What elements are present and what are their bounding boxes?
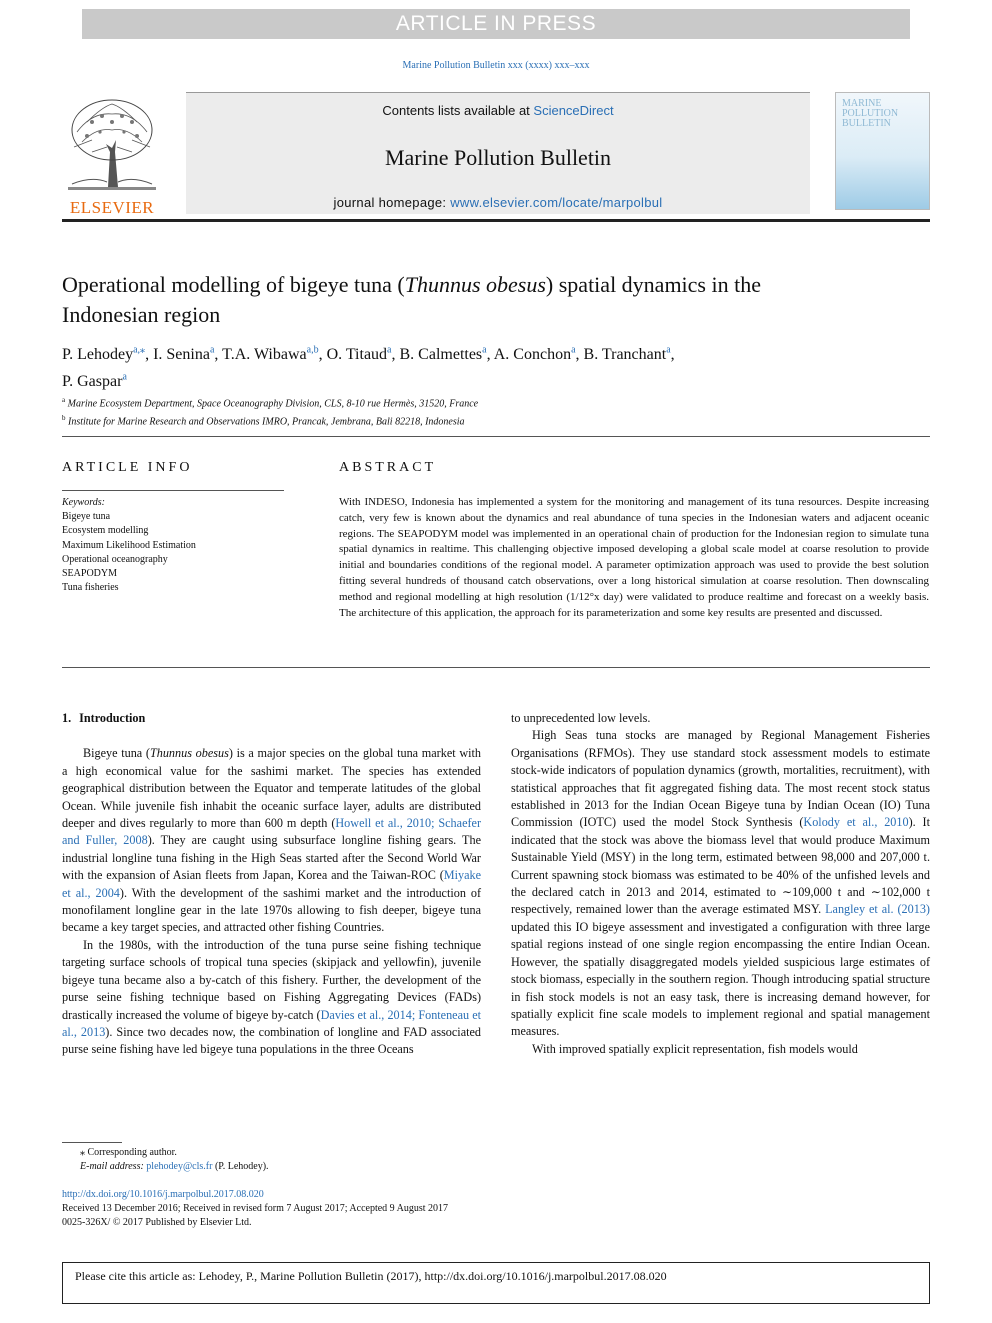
keyword: Tuna fisheries <box>62 582 119 594</box>
author: B. Tranchant$^a$, <box>583 345 675 364</box>
citation-box <box>62 1262 930 1304</box>
footnote-divider <box>62 1142 122 1143</box>
author-list <box>62 340 862 393</box>
corresponding-author-note: ⁎ Corresponding author. <box>80 1147 177 1158</box>
author: O. Titaud$^a$, <box>326 345 400 364</box>
body-column-right <box>511 710 930 1058</box>
author-affiliation-link[interactable]: a <box>666 345 671 356</box>
citation-link[interactable]: Langley et al. (2013) <box>825 902 930 917</box>
copyright-line: 0025-326X/ © 2017 Published by Elsevier Ltd. <box>62 1217 252 1228</box>
divider <box>62 436 930 437</box>
affiliation-b: $^b$ Institute for Marine Research and Observations IMRO, Prancak, Jembrana, Bali 82218, Indonesia <box>62 414 465 428</box>
citation-link[interactable]: Kolody et al., 2010 <box>803 815 909 830</box>
elsevier-tree-logo <box>62 92 162 217</box>
author: T.A. Wibawa$^{a,b}$, <box>222 345 327 364</box>
footnotes <box>80 1146 580 1174</box>
article-info-heading: ARTICLE INFO <box>62 460 193 475</box>
citation-link[interactable]: Howell et al., 2010; Schaefer and Fuller, 2008 <box>62 816 481 848</box>
citation-link[interactable]: Davies et al., 2014; Fonteneau et al., 2013 <box>62 1007 481 1039</box>
contents-prefix: Contents lists available at <box>382 103 534 118</box>
contents-lists-line <box>186 103 810 118</box>
keyword: Operational oceanography <box>62 553 168 565</box>
paragraph: Bigeye tuna (Thunnus obesus) is a major species on the global tuna market with a high economical value for the sashimi market. The species has extended geographical distribution between the Equator and temperate latitudes of the global Ocean. While juvenile fish inhabit the oceanic surface layer, adults are distributed deeper and dives regularly to more than 600 m depth (Howell et al., 2010; Schaefer and Fuller, 2008). They are caught using subsurface longline fishing gears. The industrial longline tuna fishing in the High Seas started after the Second World War with the expansion of Asian fleets from Japan, Korea and the Taiwan-ROC (Miyake et al., 2004). With the development of the sashimi market and the introduction of monofilament longline gear in the late 1970s allowing to fish deeper, bigeye tuna became a key target species, and attracted other fishing Countries. <box>62 746 481 935</box>
journal-homepage-line <box>186 195 810 210</box>
homepage-prefix: journal homepage: <box>333 195 451 210</box>
keywords-divider <box>62 490 284 491</box>
citation-text: Please cite this article as: Lehodey, P., Marine Pollution Bulletin (2017), http://dx.doi.org/10.1016/j.marpolbul.2017.08.020 <box>75 1269 667 1283</box>
author-affiliation-link[interactable]: a <box>482 345 487 356</box>
publication-info <box>62 1188 662 1230</box>
header-divider <box>62 219 930 222</box>
cover-title: MARINE POLLUTION BULLETIN <box>842 98 899 129</box>
title-part-1: Operational modelling of bigeye tuna ( <box>62 272 405 297</box>
author-affiliation-link[interactable]: a,b <box>306 345 319 356</box>
sciencedirect-link[interactable]: ScienceDirect <box>533 103 614 118</box>
homepage-link[interactable]: www.elsevier.com/locate/marpolbul <box>450 195 663 210</box>
keyword: Bigeye tuna <box>62 511 111 523</box>
author: I. Senina$^a$, <box>153 345 223 364</box>
author: P. Gaspar$^a$ <box>62 371 127 390</box>
paragraph: With improved spatially explicit representation, fish models would <box>532 1041 858 1056</box>
elsevier-wordmark: ELSEVIER <box>69 198 155 217</box>
abstract-heading: ABSTRACT <box>339 460 437 475</box>
journal-header <box>62 90 930 224</box>
author-affiliation-link[interactable]: a <box>571 345 576 356</box>
received-dates: Received 13 December 2016; Received in revised form 7 August 2017; Accepted 9 August 2017 <box>62 1203 449 1214</box>
journal-reference-link[interactable]: Marine Pollution Bulletin xxx (xxxx) xxx–xxx <box>402 60 590 71</box>
paragraph-continuation: to unprecedented low levels. <box>511 711 651 725</box>
keywords-label: Keywords: <box>62 497 105 508</box>
keywords-list <box>62 496 284 595</box>
email-note: E-mail address: plehodey@cls.fr (P. Lehodey). <box>80 1161 269 1172</box>
author-affiliation-link[interactable]: a <box>122 371 127 383</box>
paragraph: In the 1980s, with the introduction of the tuna purse seine fishing technique targeting surface schools of tropical tuna species (skipjack and yellowfin), juvenile bigeye tuna became also a by-catch of this fishery. Further, the development of the purse seine fishing technique based on Fishing Aggregating Devices (FADs) drastically increased the volume of bigeye by-catch (Davies et al., 2014; Fonteneau et al., 2013). Since two decades now, the combination of longline and FAD associated purse seine fishing have led bigeye tuna populations in the three Oceans <box>62 937 481 1057</box>
journal-cover-thumbnail[interactable] <box>835 92 930 210</box>
author-email-link[interactable]: plehodey@cls.fr <box>146 1161 213 1172</box>
doi-link[interactable]: http://dx.doi.org/10.1016/j.marpolbul.2017.08.020 <box>62 1189 264 1200</box>
abstract-text: With INDESO, Indonesia has implemented a system for the monitoring and management of its tuna resources. Despite increasing catch, very few is known about the dynamics and real abundance of tuna species in the Indonesian waters and adjacent oceanic regions. The SEAPODYM model was implemented in an operational chain of production for the Indonesian region to simulate tuna spatial dynamics in realtime. This challenging objective imposed developing a global scale model at coarse resolution to provide initial and boundaries conditions of the regional model. A parameter optimization approach was used to provide the best solution fitting several hundreds of thousand catch observations, over a long historical simulation at coarse resolution. Then downscaling method and regional modelling at high resolution (1/12°x day) were validated to produce realtime and forecast on a weekly basis. The architecture of this application, the approach for its parameterization and some key results are presented and discussed. <box>339 496 929 619</box>
citation-link[interactable]: Miyake et al., 2004 <box>62 868 481 900</box>
keyword: Maximum Likelihood Estimation <box>62 539 196 551</box>
affiliations <box>62 393 862 430</box>
keyword: Ecosystem modelling <box>62 525 149 537</box>
author-affiliation-link[interactable]: a <box>209 345 215 356</box>
section-heading-introduction: 1. Introduction <box>62 711 146 725</box>
journal-title: Marine Pollution Bulletin <box>384 145 612 170</box>
affiliation-a: $^a$ Marine Ecosystem Department, Space Oceanography Division, CLS, 8-10 rue Hermès, 31520, France <box>62 396 479 410</box>
author-affiliation-link[interactable]: a <box>387 345 392 356</box>
title-part-2: ) spatial dynamics in the Indonesian region <box>62 272 761 327</box>
divider <box>62 667 930 668</box>
journal-header-center <box>186 92 810 214</box>
author: A. Conchon$^a$, <box>493 345 584 364</box>
keyword: SEAPODYM <box>62 568 118 580</box>
author: B. Calmettes$^a$, <box>399 345 494 364</box>
paragraph: High Seas tuna stocks are managed by Regional Management Fisheries Organisations (RFMOs). They use standard stock assessment models to estimate stock-wide indicators of population dynamics (growth, mortalities, recruitment), with statistical approaches that fit aggregated fishing data. The most recent stock status established in 2013 for the Indian Ocean Bigeye tuna by Indian Ocean (IO) Tuna Commission (IOTC) used the model Stock Synthesis (Kolody et al., 2010). It indicated that the stock was above the biomass level that would produce Maximum Sustainable Yield (MSY) in the long term, estimated between 98,000 and 207,000 t. Current spawning stock biomass was estimated to be 40% of the unfished levels and the declared catch in 2013 and 2014, estimated to ∼109,000 t and ∼102,000 t respectively, remained lower than the average estimated MSY. Langley et al. (2013) updated this IO bigeye assessment and investigated a configuration with three large spatial regions instead of one single region encompassing the entire Indian Ocean. However, the spatially disaggregated models yielded suspicious large estimates of stock biomass, especially in the southern region. Though introducing spatial structure in fish stock models is not an easy task, there is increasing demand however, for spatially explicit fine scale models to implement regional and spatial management measures. <box>511 728 930 1039</box>
title-species-name: Thunnus obesus <box>404 272 546 297</box>
article-in-press-banner: ARTICLE IN PRESS <box>82 9 910 39</box>
author: P. Lehodey$^{a,⁎}$, <box>62 345 154 364</box>
article-title <box>62 270 862 330</box>
body-column-left <box>62 710 481 1059</box>
author-affiliation-link[interactable]: a,⁎ <box>133 345 146 356</box>
